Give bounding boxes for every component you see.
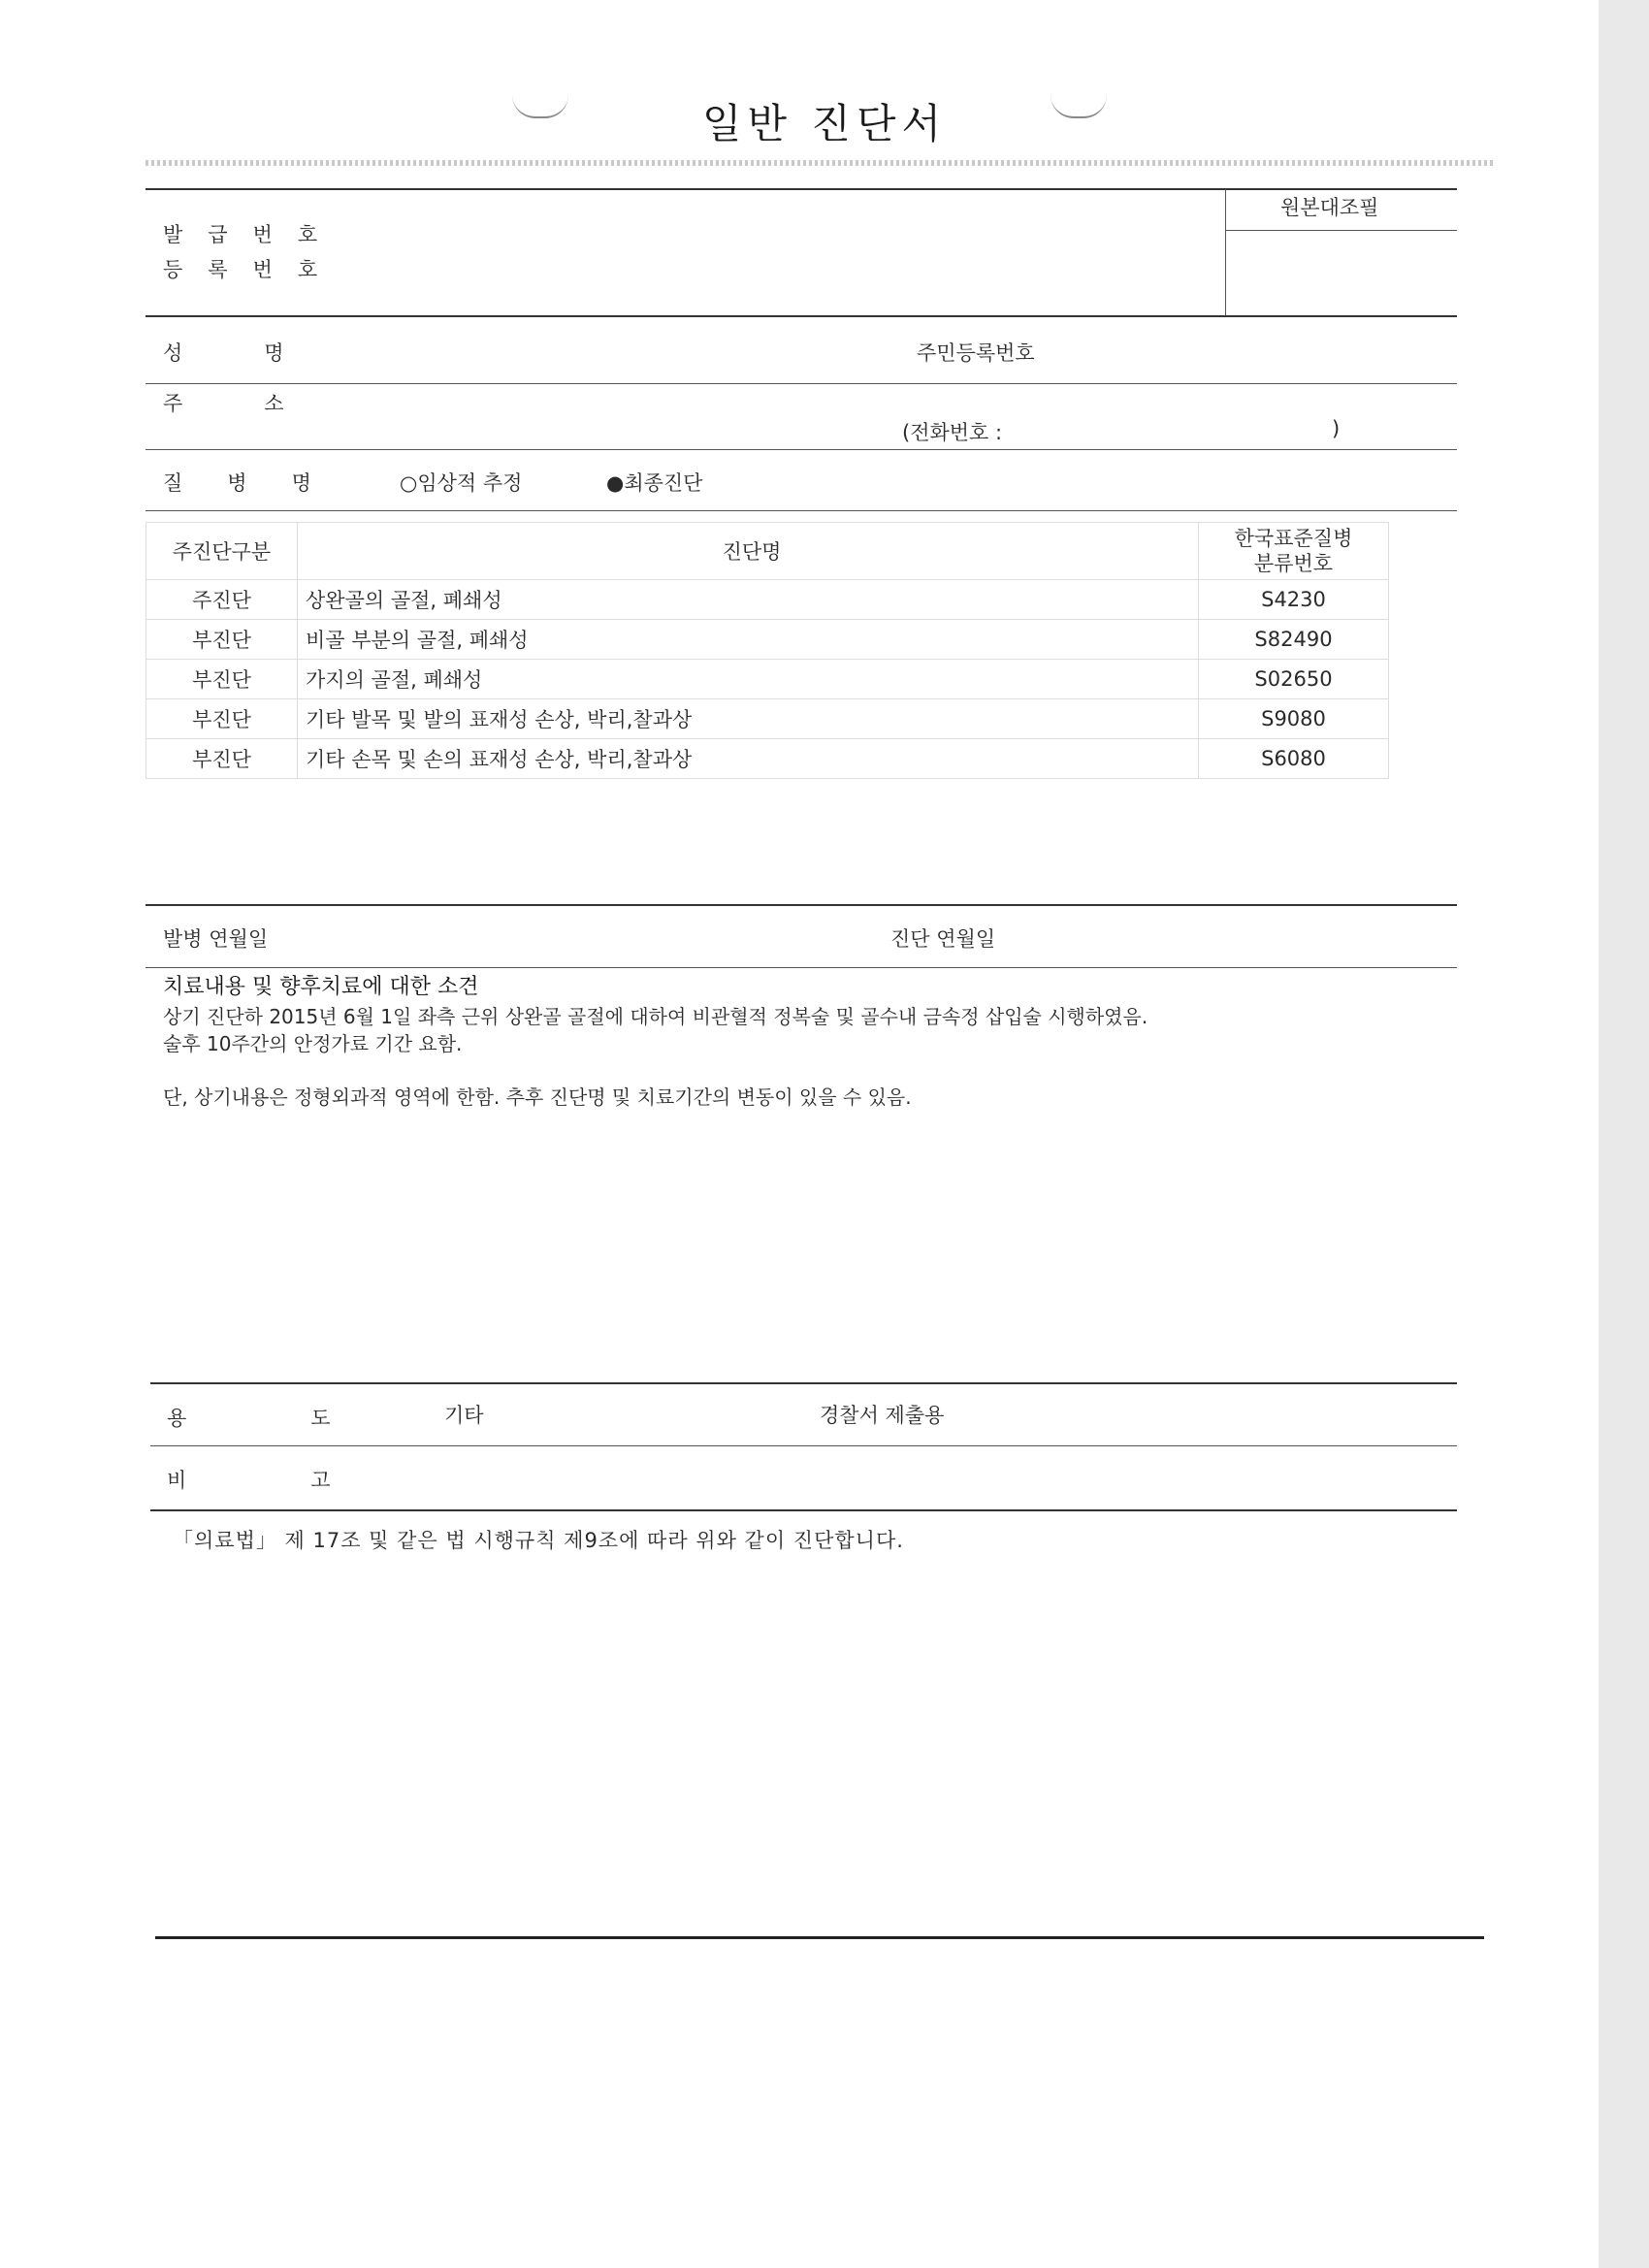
rule-purpose-top bbox=[150, 1382, 1457, 1384]
disease-name-label: 질병명 bbox=[163, 471, 356, 495]
rule-dates-top bbox=[146, 904, 1457, 906]
legal-statement: 「의료법」 제 17조 및 같은 법 시행규칙 제9조에 따라 위와 같이 진단합니다. bbox=[173, 1529, 904, 1552]
opinion-line-3: 단, 상기내용은 정형외과적 영역에 한함. 추후 진단명 및 치료기간의 변동이 있을 수 있음. bbox=[163, 1085, 912, 1109]
purpose-label: 용도 bbox=[167, 1407, 455, 1430]
phone-close: ) bbox=[1332, 417, 1341, 440]
row-diagnosis: 기타 손목 및 손의 표재성 손상, 박리,찰과상 bbox=[298, 739, 1199, 779]
rule-address bbox=[146, 449, 1457, 450]
row-type: 부진단 bbox=[146, 739, 298, 779]
opinion-heading: 치료내용 및 향후치료에 대한 소견 bbox=[163, 975, 479, 999]
table-row bbox=[146, 660, 1389, 699]
scan-edge bbox=[1599, 0, 1649, 2268]
title-divider bbox=[146, 160, 1494, 166]
row-type: 부진단 bbox=[146, 699, 298, 739]
header-kcd-line1: 한국표준질병 bbox=[1234, 527, 1353, 550]
table-row bbox=[146, 699, 1389, 739]
document-title: 일반 진단서 bbox=[701, 100, 948, 147]
original-box-divider bbox=[1225, 230, 1457, 231]
header-diagnosis-name: 진단명 bbox=[298, 523, 1199, 580]
row-code: S02650 bbox=[1199, 660, 1389, 699]
row-type: 부진단 bbox=[146, 620, 298, 660]
rule-bottom bbox=[155, 1936, 1484, 1939]
rule-purpose-bottom bbox=[150, 1445, 1457, 1446]
rule-disease bbox=[146, 510, 1457, 511]
registration-number-label: 등록번호 bbox=[163, 258, 343, 281]
header-type: 주진단구분 bbox=[146, 523, 298, 580]
phone-label: (전화번호 : bbox=[902, 421, 1003, 444]
row-code: S82490 bbox=[1199, 620, 1389, 660]
opinion-line-1: 상기 진단하 2015년 6월 1일 좌측 근위 상완골 골절에 대하여 비관혈적 정복술 및 골수내 금속정 삽입술 시행하였음. bbox=[163, 1005, 1148, 1028]
purpose-detail: 경찰서 제출용 bbox=[820, 1404, 945, 1427]
clinical-estimate-option: ○임상적 추정 bbox=[400, 471, 523, 495]
rule-remarks-bottom bbox=[150, 1509, 1457, 1511]
rule-top bbox=[146, 188, 1457, 190]
row-code: S9080 bbox=[1199, 699, 1389, 739]
row-type: 주진단 bbox=[146, 580, 298, 620]
row-diagnosis: 가지의 골절, 폐쇄성 bbox=[298, 660, 1199, 699]
row-code: S6080 bbox=[1199, 739, 1389, 779]
opinion-line-2: 술후 10주간의 안정가료 기간 요함. bbox=[163, 1032, 463, 1055]
row-diagnosis: 비골 부분의 골절, 폐쇄성 bbox=[298, 620, 1199, 660]
original-copy-label: 원본대조필 bbox=[1280, 196, 1379, 219]
row-diagnosis: 기타 발목 및 발의 표재성 손상, 박리,찰과상 bbox=[298, 699, 1199, 739]
table-row bbox=[146, 620, 1389, 660]
header-kcd-line2: 분류번호 bbox=[1253, 552, 1334, 575]
address-label: 주소 bbox=[163, 392, 366, 415]
diagnosis-table bbox=[146, 522, 1389, 779]
issue-number-label: 발급번호 bbox=[163, 223, 343, 246]
original-box-border bbox=[1225, 189, 1226, 315]
table-row bbox=[146, 580, 1389, 620]
remarks-label: 비고 bbox=[167, 1469, 455, 1492]
rule-name bbox=[146, 383, 1457, 384]
rule-dates-bottom bbox=[146, 967, 1457, 968]
name-label: 성명 bbox=[163, 341, 366, 365]
header-kcd-code bbox=[1199, 523, 1389, 580]
purpose-value: 기타 bbox=[444, 1404, 484, 1427]
row-type: 부진단 bbox=[146, 660, 298, 699]
table-row bbox=[146, 739, 1389, 779]
rule-header-bottom bbox=[146, 315, 1457, 317]
onset-date-label: 발병 연월일 bbox=[163, 927, 269, 951]
diagnosis-date-label: 진단 연월일 bbox=[890, 927, 996, 951]
final-diagnosis-option: ●최종진단 bbox=[606, 471, 703, 495]
diagnosis-table-header bbox=[146, 523, 1389, 580]
row-diagnosis: 상완골의 골절, 폐쇄성 bbox=[298, 580, 1199, 620]
rrn-label: 주민등록번호 bbox=[917, 341, 1035, 365]
row-code: S4230 bbox=[1199, 580, 1389, 620]
